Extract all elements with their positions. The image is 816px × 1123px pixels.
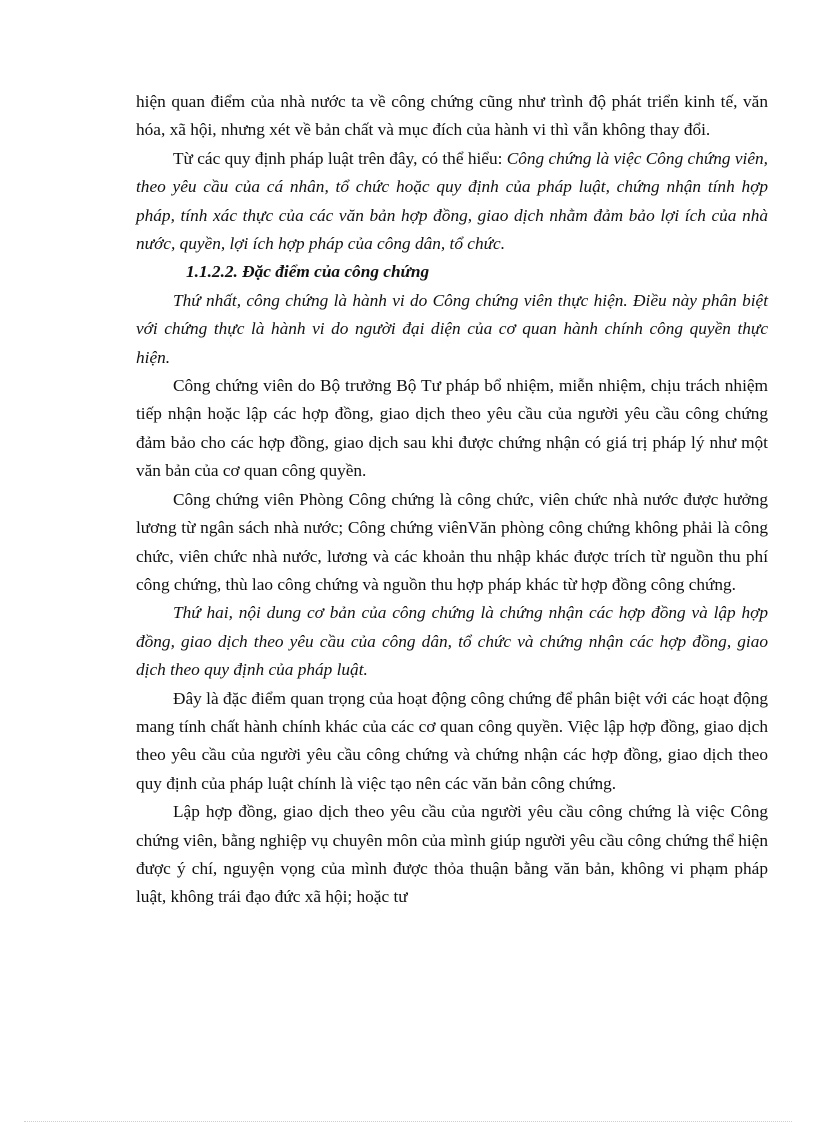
paragraph-drafting: Lập hợp đồng, giao dịch theo yêu cầu của người yêu cầu công chứng là việc Công chứng viên, bằng nghiệp vụ chuyên môn của mình giúp người yêu cầu công chứng thể hiện được ý chí, nguyện vọng của mình được thỏa thuận bằng văn bản, không vi phạm pháp luật, không trái đạo đức xã hội; hoặc tư (136, 802, 768, 907)
paragraph-notary-appointment: Công chứng viên do Bộ trưởng Bộ Tư pháp bổ nhiệm, miễn nhiệm, chịu trách nhiệm tiếp nhận hoặc lập các hợp đồng, giao dịch theo yêu cầu của người yêu cầu công chứng đảm bảo cho các hợp đồng, giao dịch sau khi được chứng nhận có giá trị pháp lý như một văn bản của cơ quan công quyền. (136, 376, 768, 481)
paragraph-second-feature: Thứ hai, nội dung cơ bản của công chứng là chứng nhận các hợp đồng và lập hợp đồng, giao dịch theo yêu cầu của công dân, tổ chức và chứng nhận các hợp đồng, giao dịch theo quy định của pháp luật. (136, 603, 768, 680)
page-bottom-divider (24, 1121, 792, 1122)
definition-intro: Từ các quy định pháp luật trên đây, có thể hiểu: (173, 148, 507, 168)
paragraph-first-feature: Thứ nhất, công chứng là hành vi do Công chứng viên thực hiện. Điều này phân biệt với chứng thực là hành vi do người đại diện của cơ quan hành chính công quyền thực hiện. (136, 290, 768, 367)
paragraph-importance: Đây là đặc điểm quan trọng của hoạt động công chứng để phân biệt với các hoạt động mang tính chất hành chính khác của các cơ quan công quyền. Việc lập hợp đồng, giao dịch theo yêu cầu của người yêu cầu công chứng và chứng nhận các hợp đồng, giao dịch theo quy định của pháp luật chính là việc tạo nên các văn bản công chứng. (136, 688, 768, 793)
section-heading: 1.1.2.2. Đặc điểm của công chứng (186, 262, 430, 282)
paragraph-continuation: hiện quan điểm của nhà nước ta về công chứng cũng như trình độ phát triển kinh tế, văn hóa, xã hội, nhưng xét về bản chất và mục đích của hành vi thì vẫn không thay đổi. (136, 92, 768, 140)
paragraph-notary-status: Công chứng viên Phòng Công chứng là công chức, viên chức nhà nước được hưởng lương từ ngân sách nhà nước; Công chứng viênVăn phòng công chứng không phải là công chức, viên chức nhà nước, lương và các khoản thu nhập khác được trích từ nguồn thu phí công chứng, thù lao công chứng và nguồn thu hợp pháp khác từ hợp đồng công chứng. (136, 489, 768, 594)
paragraph-definition (136, 145, 768, 259)
document-page (136, 88, 768, 912)
definition-text: Công chứng là việc Công chứng viên, theo yêu cầu của cá nhân, tổ chức hoặc quy định của pháp luật, chứng nhận tính hợp pháp, tính xác thực của các văn bản hợp đồng, giao dịch nhằm đảm bảo lợi ích của nhà nước, quyền, lợi ích hợp pháp của công dân, tổ chức. (136, 148, 768, 254)
